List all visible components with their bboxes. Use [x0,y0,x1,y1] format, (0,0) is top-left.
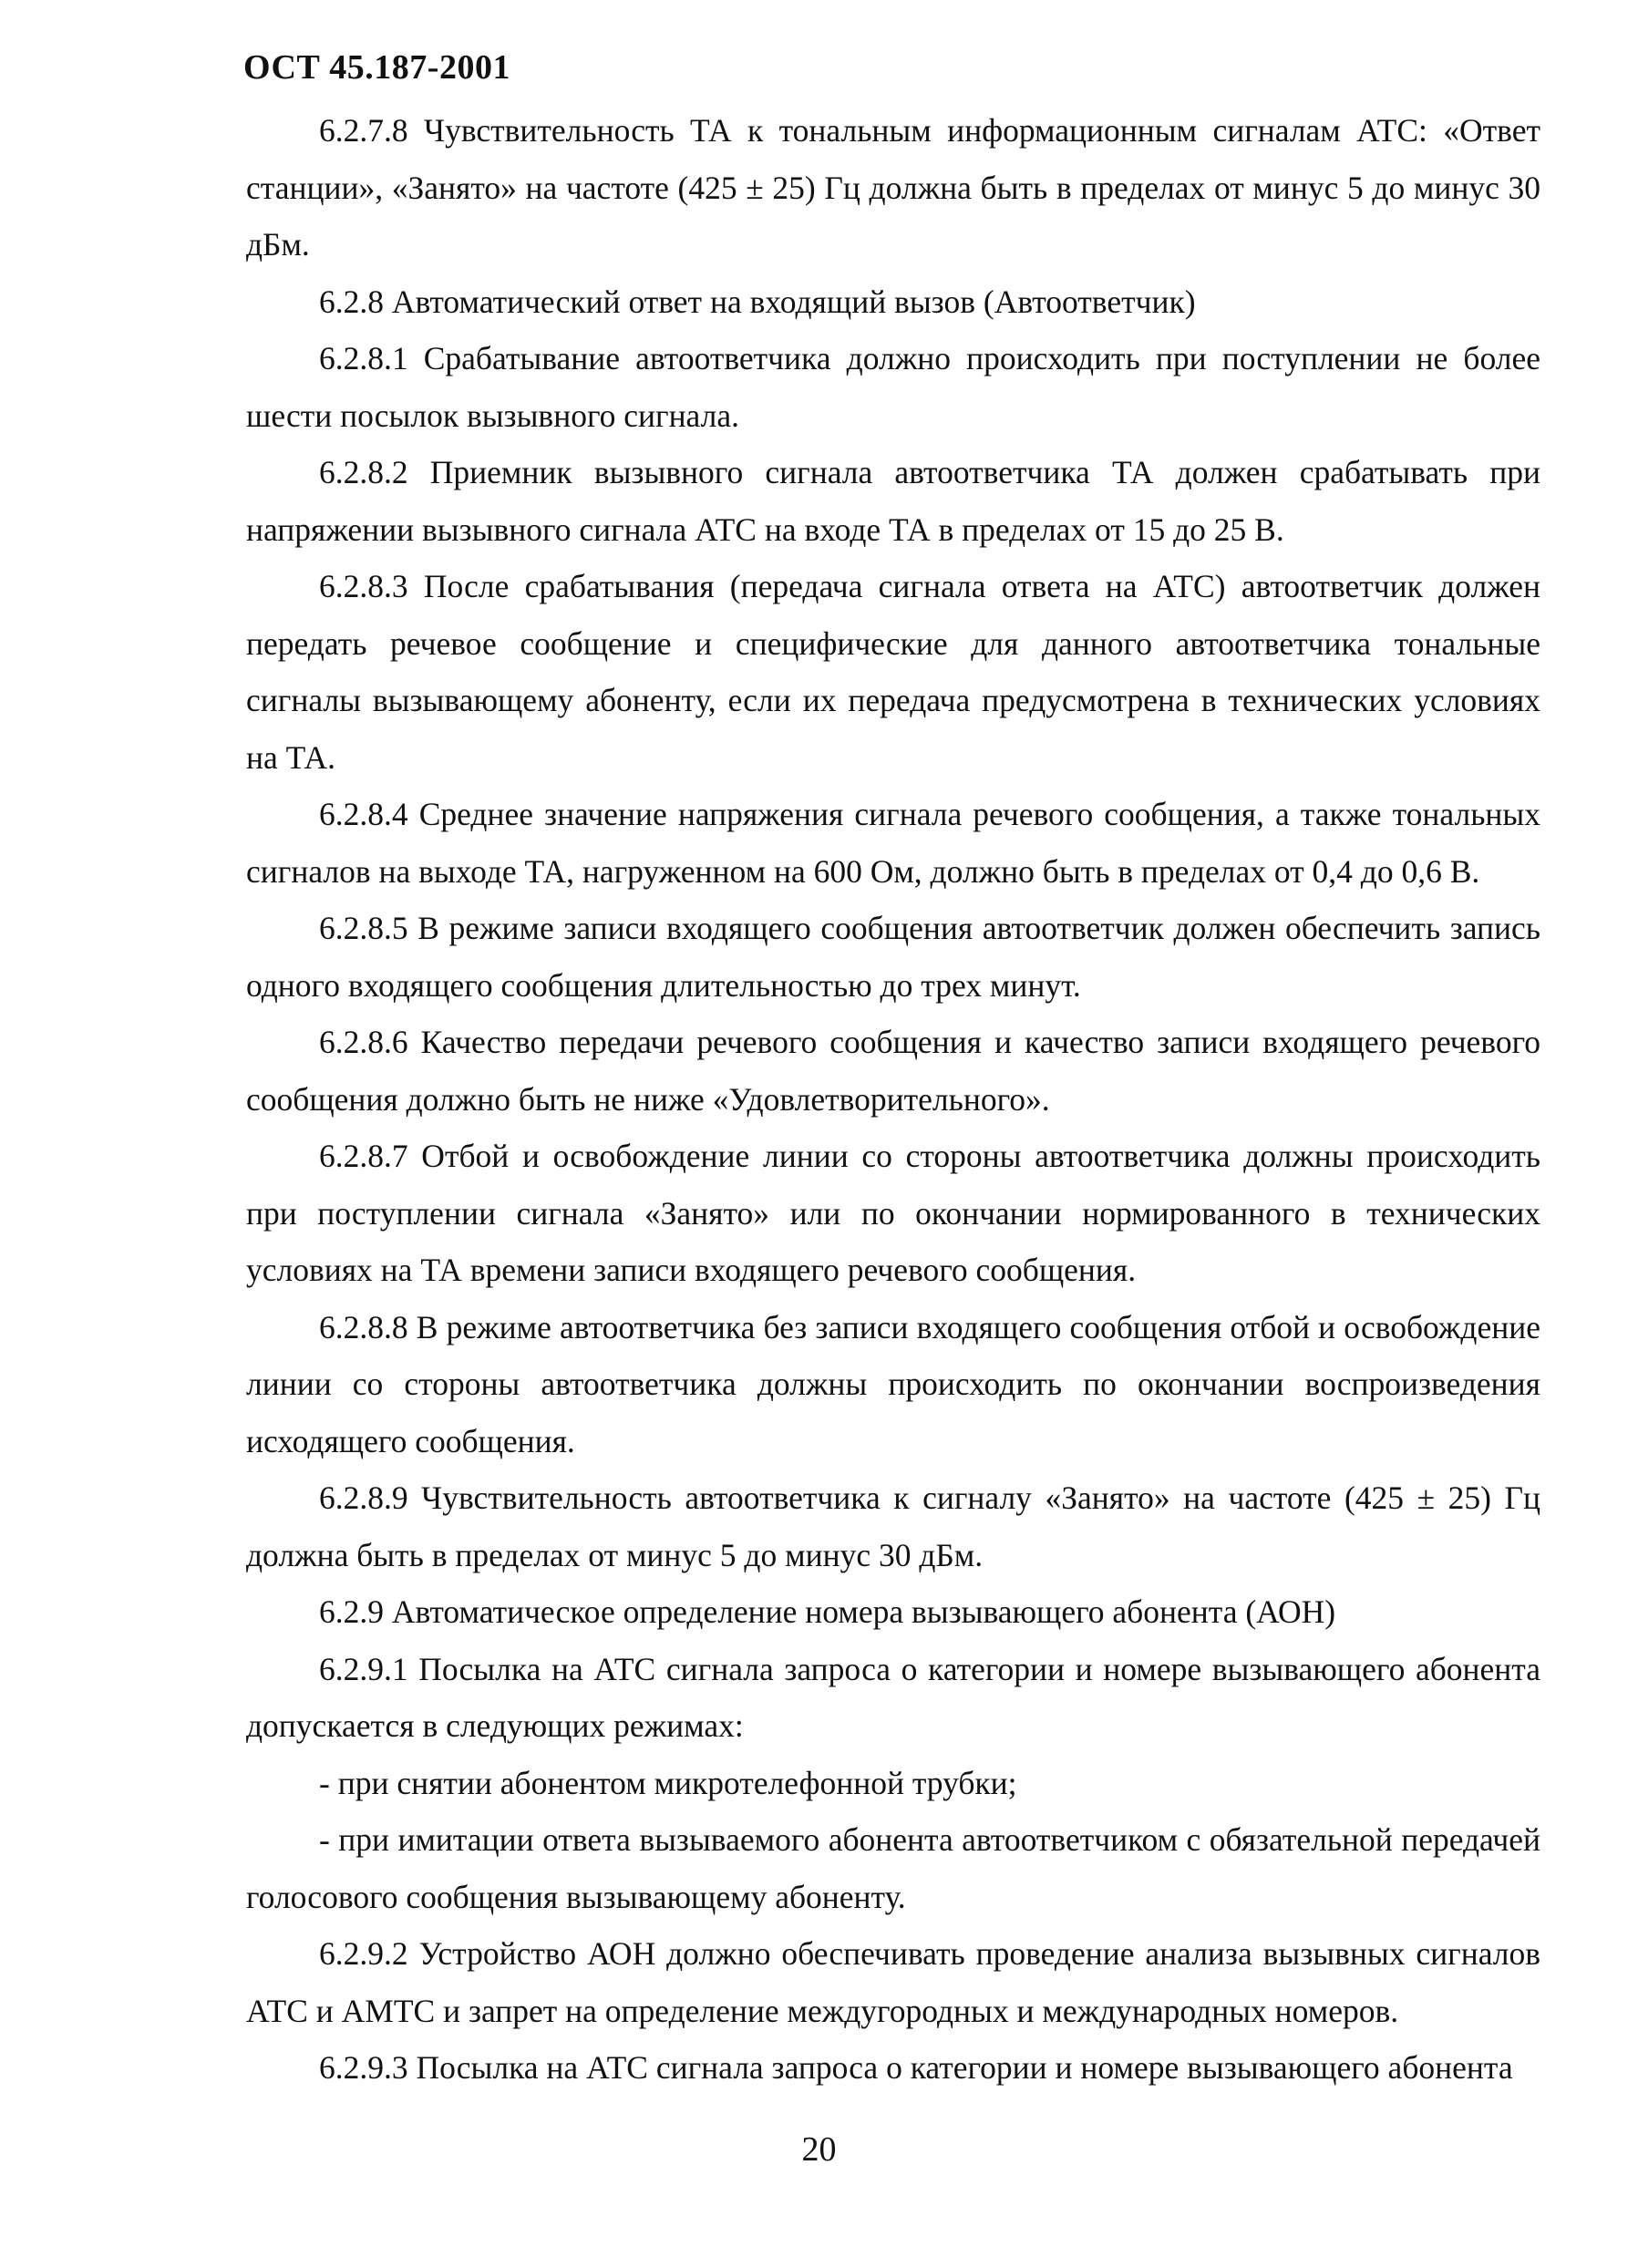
document-body [246,102,1540,2097]
paragraph-6-2-8-1: 6.2.8.1 Срабатывание автоответчика должно происходить при поступлении не более шести посылок вызывного сигнала. [246,340,1540,434]
paragraph-6-2-7-8: 6.2.7.8 Чувствительность ТА к тональным информационным сигналам АТС: «Ответ станции», «Занято» на частоте (425 ± 25) Гц должна быть в пределах от минус 5 до минус 30 дБм. [246,112,1540,263]
paragraph-6-2-8-8: 6.2.8.8 В режиме автоответчика без записи входящего сообщения отбой и освобождение линии со стороны автоответчика должны происходить по окончании воспроизведения исходящего сообщения. [246,1308,1540,1459]
document-code-header: ОСТ 45.187-2001 [243,48,510,87]
paragraph-6-2-8-2: 6.2.8.2 Приемник вызывного сигнала автоответчика ТА должен срабатывать при напряжении вызывного сигнала АТС на входе ТА в пределах от 15 до 25 В. [246,454,1540,548]
paragraph-6-2-8-3: 6.2.8.3 После срабатывания (передача сигнала ответа на АТС) автоответчик должен передать речевое сообщение и специфические для данного автоответчика тональные сигналы вызывающему абоненту, если их передача предусмотрена в технических условиях на ТА. [246,568,1540,776]
paragraph-6-2-9-2: 6.2.9.2 Устройство АОН должно обеспечивать проведение анализа вызывных сигналов АТС и АМТС и запрет на определение междугородных и международных номеров. [246,1935,1540,2029]
paragraph-6-2-9-1: 6.2.9.1 Посылка на АТС сигнала запроса о категории и номере вызывающего абонента допускается в следующих режимах: [246,1650,1540,1744]
paragraph-6-2-8-4: 6.2.8.4 Среднее значение напряжения сигнала речевого сообщения, а также тональных сигналов на выходе ТА, нагруженном на 600 Ом, должно быть в пределах от 0,4 до 0,6 В. [246,796,1540,890]
paragraph-6-2-8-9: 6.2.8.9 Чувствительность автоответчика к сигналу «Занято» на частоте (425 ± 25) Гц должна быть в пределах от минус 5 до минус 30 дБм. [246,1479,1540,1573]
section-heading-6-2-8: 6.2.8 Автоматический ответ на входящий вызов (Автоответчик) [319,283,1196,320]
page-number: 20 [801,2130,837,2169]
paragraph-6-2-8-5: 6.2.8.5 В режиме записи входящего сообщения автоответчик должен обеспечить запись одного входящего сообщения длительностью до трех минут. [246,910,1540,1004]
paragraph-6-2-8-6: 6.2.8.6 Качество передачи речевого сообщения и качество записи входящего речевого сообщения должно быть не ниже «Удовлетворительного». [246,1024,1540,1118]
list-item-answer-imitation: - при имитации ответа вызываемого абонента автоответчиком с обязательной передачей голосового сообщения вызывающему абоненту. [246,1821,1540,1915]
paragraph-6-2-8-7: 6.2.8.7 Отбой и освобождение линии со стороны автоответчика должны происходить при поступлении сигнала «Занято» или по окончании нормированного в технических условиях на ТА времени записи входящего речевого сообщения. [246,1138,1540,1288]
list-item-handset-lift: - при снятии абонентом микротелефонной трубки; [319,1764,1017,1801]
paragraph-6-2-9-3: 6.2.9.3 Посылка на АТС сигнала запроса о категории и номере вызывающего абонента [319,2049,1513,2086]
section-heading-6-2-9: 6.2.9 Автоматическое определение номера вызывающего абонента (АОН) [319,1593,1336,1630]
